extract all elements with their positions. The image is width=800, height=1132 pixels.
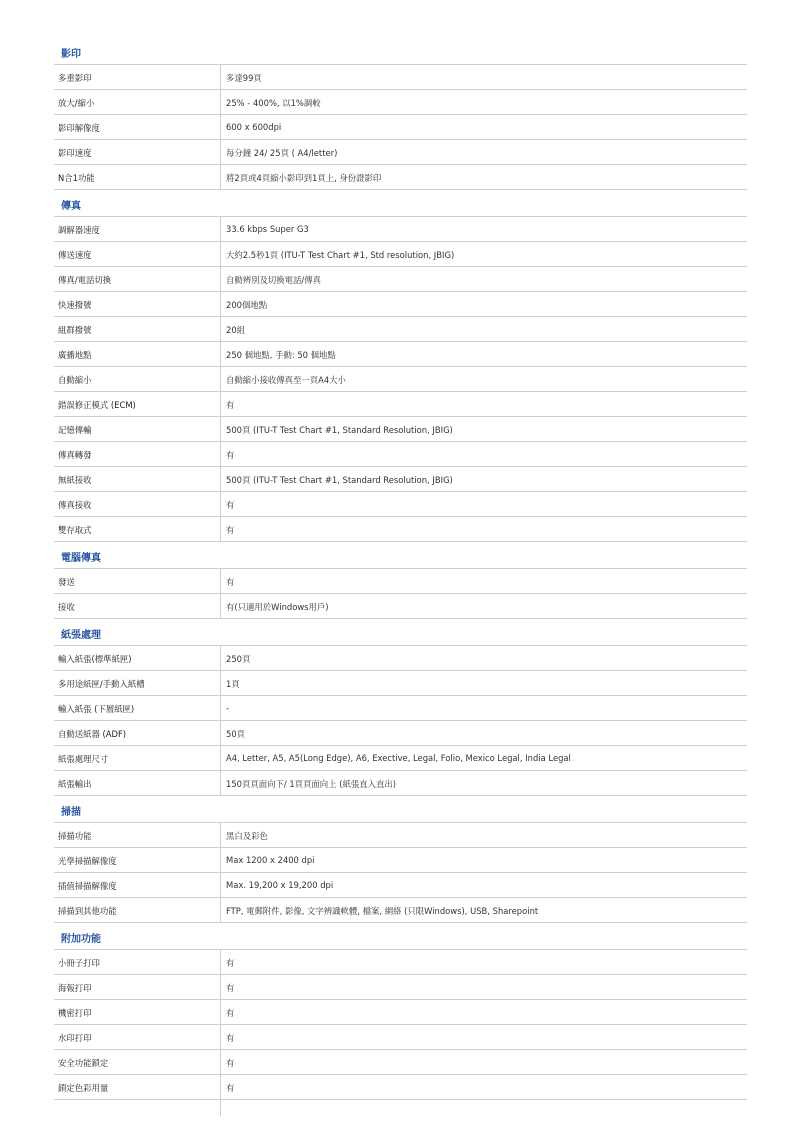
spec-label: 紙張處理尺寸 — [58, 754, 109, 764]
spec-label: 安全功能鎖定 — [58, 1058, 109, 1068]
column-divider — [220, 1000, 221, 1024]
column-divider — [220, 671, 221, 695]
spec-row — [54, 771, 747, 796]
spec-row — [54, 823, 747, 848]
spec-label: 快速撥號 — [58, 300, 92, 310]
section-0-header — [54, 38, 747, 65]
spec-row — [54, 442, 747, 467]
spec-label: 錯誤修正模式 (ECM) — [58, 400, 136, 410]
spec-label: 海報打印 — [58, 983, 92, 993]
spec-value: 多達99頁 — [226, 73, 262, 83]
spec-label: 調解器速度 — [58, 225, 100, 235]
spec-label: 紙張輸出 — [58, 779, 92, 789]
spec-value: Max. 19,200 x 19,200 dpi — [226, 880, 334, 890]
spec-value: 有 — [226, 1083, 235, 1093]
spec-row — [54, 696, 747, 721]
spec-label: 記憶傳輸 — [58, 425, 92, 435]
column-divider — [220, 823, 221, 847]
spec-value: 有(只適用於Windows用戶) — [226, 602, 329, 612]
column-divider — [220, 1075, 221, 1099]
spec-sheet — [54, 38, 747, 1116]
spec-row — [54, 1000, 747, 1025]
spec-value: 有 — [226, 958, 235, 968]
spec-label: 多重影印 — [58, 73, 92, 83]
section-title: 傳真 — [61, 201, 81, 212]
spec-value: 有 — [226, 400, 235, 410]
spec-label: 光學掃描解像度 — [58, 856, 117, 866]
spec-row — [54, 165, 747, 190]
spec-value: 500頁 (ITU-T Test Chart #1, Standard Resolution, JBIG) — [226, 425, 453, 435]
column-divider — [220, 746, 221, 770]
spec-value: 250頁 — [226, 654, 251, 664]
spec-label: 機密打印 — [58, 1008, 92, 1018]
spec-row — [54, 873, 747, 898]
spec-label: 影印解像度 — [58, 123, 100, 133]
spec-row — [54, 950, 747, 975]
column-divider — [220, 1100, 221, 1116]
column-divider — [220, 1025, 221, 1049]
column-divider — [220, 873, 221, 897]
spec-value: 1頁 — [226, 679, 240, 689]
column-divider — [220, 217, 221, 241]
spec-value: 50頁 — [226, 729, 246, 739]
spec-value: 20組 — [226, 325, 246, 335]
spec-label: 自動縮小 — [58, 375, 92, 385]
column-divider — [220, 569, 221, 593]
spec-row — [54, 569, 747, 594]
section-4-header — [54, 796, 747, 823]
spec-row — [54, 848, 747, 873]
column-divider — [220, 492, 221, 516]
column-divider — [220, 721, 221, 745]
column-divider — [220, 975, 221, 999]
column-divider — [220, 65, 221, 89]
column-divider — [220, 442, 221, 466]
column-divider — [220, 950, 221, 974]
spec-label: 傳真接收 — [58, 500, 92, 510]
spec-row — [54, 517, 747, 542]
section-1-header — [54, 190, 747, 217]
spec-row — [54, 898, 747, 923]
spec-row — [54, 975, 747, 1000]
spec-label: 插值掃描解像度 — [58, 881, 117, 891]
spec-value: 600 x 600dpi — [226, 122, 282, 132]
column-divider — [220, 367, 221, 391]
spec-value: 每分鐘 24/ 25頁 ( A4/letter) — [226, 148, 338, 158]
spec-label: 傳送速度 — [58, 250, 92, 260]
section-title: 電腦傳真 — [61, 553, 101, 564]
spec-value: 有 — [226, 525, 235, 535]
spec-value: 大約2.5秒1頁 (ITU-T Test Chart #1, Std resolution, JBIG) — [226, 250, 455, 260]
spec-value: 黑白及彩色 — [226, 831, 268, 841]
column-divider — [220, 467, 221, 491]
spec-row — [54, 367, 747, 392]
column-divider — [220, 392, 221, 416]
spec-value: FTP, 電郵附件, 影像, 文字辨識軟體, 檔案, 網絡 (只限Windows), USB, Sharepoint — [226, 906, 539, 916]
spec-label: 自動送紙器 (ADF) — [58, 729, 127, 739]
spec-row — [54, 746, 747, 771]
spec-value: 25% - 400%, 以1%調較 — [226, 98, 321, 108]
spec-label: 傳真轉發 — [58, 450, 92, 460]
column-divider — [220, 1050, 221, 1074]
spec-value: 250 個地點, 手動: 50 個地點 — [226, 350, 336, 360]
spec-value: 有 — [226, 983, 235, 993]
spec-label: 水印打印 — [58, 1033, 92, 1043]
column-divider — [220, 898, 221, 922]
spec-row — [54, 292, 747, 317]
spec-row — [54, 90, 747, 115]
spec-label: 組群撥號 — [58, 325, 92, 335]
spec-label: 影印速度 — [58, 148, 92, 158]
spec-value: 200個地點 — [226, 300, 268, 310]
column-divider — [220, 90, 221, 114]
spec-row — [54, 140, 747, 165]
spec-row — [54, 492, 747, 517]
spec-value: 將2頁或4頁縮小影印到1頁上, 身份證影印 — [226, 173, 382, 183]
section-2-header — [54, 542, 747, 569]
spec-value: 有 — [226, 1058, 235, 1068]
spec-value: 有 — [226, 577, 235, 587]
spec-row — [54, 115, 747, 140]
column-divider — [220, 242, 221, 266]
column-divider — [220, 517, 221, 541]
section-title: 掃描 — [61, 807, 81, 818]
column-divider — [220, 267, 221, 291]
spec-row — [54, 594, 747, 619]
spec-label: 多用途紙匣/手動入紙槽 — [58, 679, 145, 689]
spec-label: 掃描到其他功能 — [58, 906, 117, 916]
spec-label: 輸入紙張 (下層紙匣) — [58, 704, 135, 714]
spec-row — [54, 342, 747, 367]
spec-row — [54, 242, 747, 267]
column-divider — [220, 848, 221, 872]
column-divider — [220, 696, 221, 720]
column-divider — [220, 317, 221, 341]
spec-row — [54, 1050, 747, 1075]
spec-value: 有 — [226, 500, 235, 510]
section-3-header — [54, 619, 747, 646]
spec-label: 雙存取式 — [58, 525, 92, 535]
spec-row — [54, 1075, 747, 1100]
spec-label: 無紙接收 — [58, 475, 92, 485]
spec-value: 33.6 kbps Super G3 — [226, 224, 309, 234]
spec-value: 有 — [226, 1033, 235, 1043]
spec-label: 接收 — [58, 602, 75, 612]
column-divider — [220, 342, 221, 366]
spec-row — [54, 417, 747, 442]
spec-value: 500頁 (ITU-T Test Chart #1, Standard Resolution, JBIG) — [226, 475, 453, 485]
section-title: 紙張處理 — [61, 630, 101, 641]
spec-label: N合1功能 — [58, 173, 95, 183]
spec-row — [54, 65, 747, 90]
spec-row — [54, 217, 747, 242]
spec-row — [54, 1025, 747, 1050]
spec-value: 自動縮小接收傳真至一頁A4大小 — [226, 375, 346, 385]
spec-label: 掃描功能 — [58, 831, 92, 841]
spec-row — [54, 267, 747, 292]
column-divider — [220, 115, 221, 139]
spec-label: 輸入紙張(標準紙匣) — [58, 654, 132, 664]
spec-label: 廣播地點 — [58, 350, 92, 360]
spec-value: 有 — [226, 1008, 235, 1018]
spec-label: 發送 — [58, 577, 75, 587]
spec-value: 自動辨別及切換電話/傳真 — [226, 275, 321, 285]
spec-label: 傳真/電話切換 — [58, 275, 112, 285]
column-divider — [220, 646, 221, 670]
spec-row — [54, 671, 747, 696]
spec-value: - — [226, 703, 230, 713]
spec-row — [54, 392, 747, 417]
spec-row — [54, 646, 747, 671]
column-divider — [220, 292, 221, 316]
spec-value: A4, Letter, A5, A5(Long Edge), A6, Exective, Legal, Folio, Mexico Legal, India Legal — [226, 753, 571, 763]
column-divider — [220, 165, 221, 189]
spec-value: 有 — [226, 450, 235, 460]
spec-value: Max 1200 x 2400 dpi — [226, 855, 315, 865]
column-divider — [220, 771, 221, 795]
spec-label: 小冊子打印 — [58, 958, 100, 968]
section-5-header — [54, 923, 747, 950]
column-divider — [220, 140, 221, 164]
spec-row — [54, 317, 747, 342]
spec-row — [54, 721, 747, 746]
column-divider — [220, 417, 221, 441]
spec-value: 150頁頁面向下/ 1頁頁面向上 (紙張直入直出) — [226, 779, 396, 789]
spec-label: 放大/縮小 — [58, 98, 95, 108]
section-title: 影印 — [61, 49, 81, 60]
table-end — [54, 1100, 747, 1116]
spec-label: 鎖定色彩用量 — [58, 1083, 109, 1093]
section-title: 附加功能 — [61, 934, 101, 945]
column-divider — [220, 594, 221, 618]
spec-row — [54, 467, 747, 492]
